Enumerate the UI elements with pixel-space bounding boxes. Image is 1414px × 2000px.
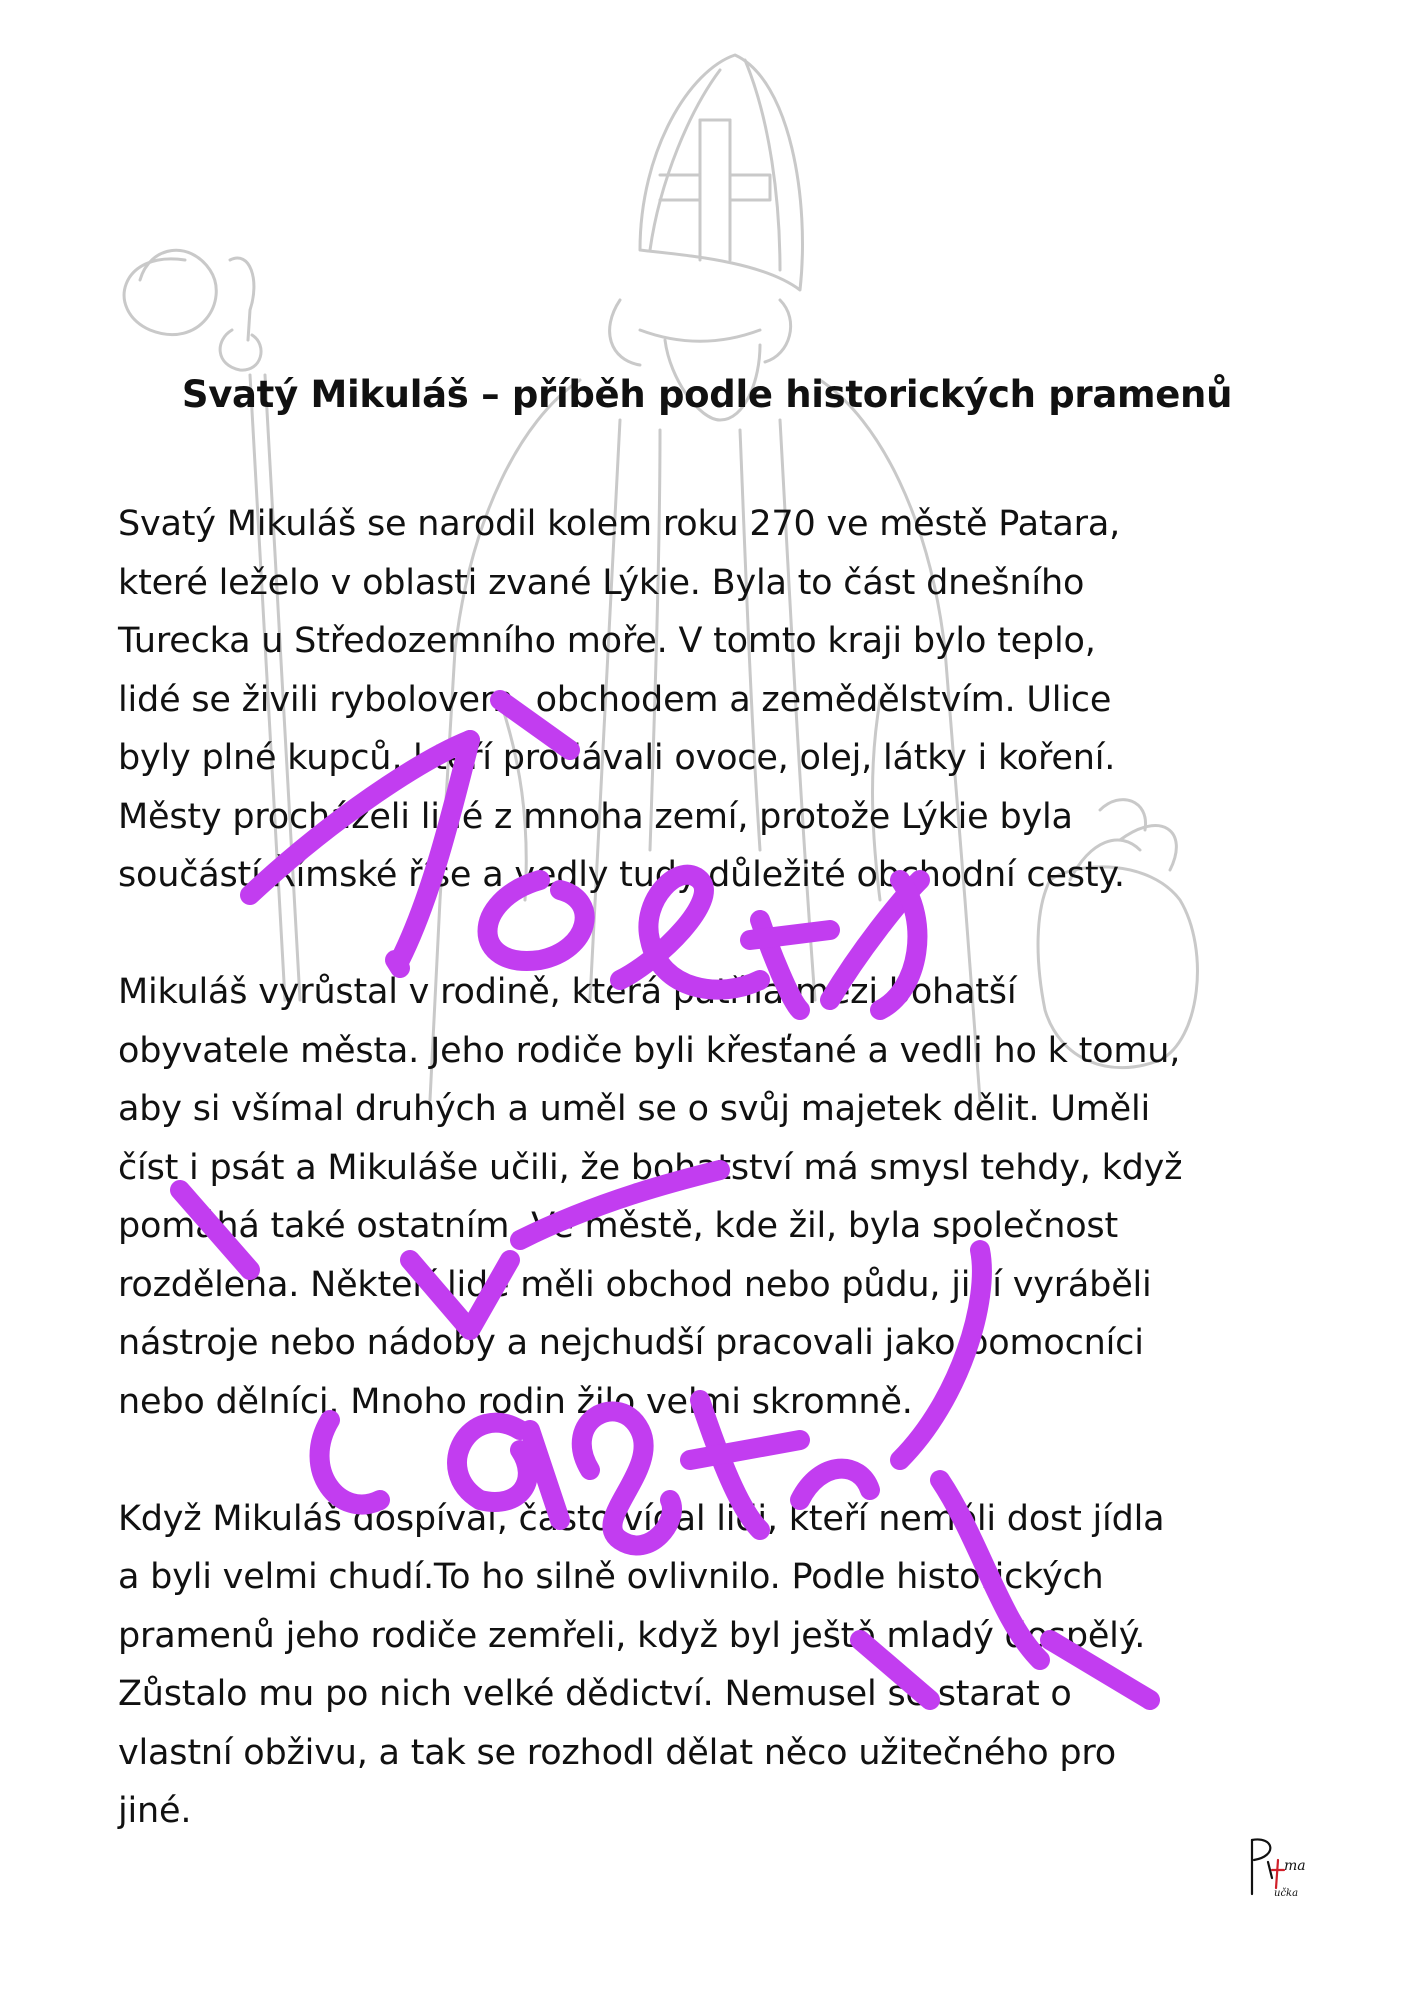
paragraph-1 xyxy=(118,495,1338,905)
text-line: a byli velmi chudí.To ho silně ovlivnilo. Podle historických xyxy=(118,1557,1104,1597)
text-line: Zůstalo mu po nich velké dědictví. Nemusel se starat o xyxy=(118,1674,1072,1714)
text-line: aby si všímal druhých a uměl se o svůj majetek dělit. Uměli xyxy=(118,1089,1151,1129)
text-line: obyvatele města. Jeho rodiče byli křesťané a vedli ho k tomu, xyxy=(118,1030,1181,1071)
document-body xyxy=(118,495,1338,1899)
text-line: nástroje nebo nádoby a nejchudší pracovali jako pomocníci xyxy=(118,1323,1144,1363)
document-title: Svatý Mikuláš – příběh podle historických pramenů xyxy=(181,373,1233,416)
svg-text:ma: ma xyxy=(1284,1858,1306,1874)
prima-ucka-logo-icon xyxy=(1240,1830,1340,1910)
text-line: součástí Římské říše a vedly tudy důležité obchodní cesty. xyxy=(118,855,1125,895)
svg-text:učka: učka xyxy=(1274,1888,1299,1899)
text-line: pomáhá také ostatním. Ve městě, kde žil, byla společnost xyxy=(118,1206,1118,1246)
text-line: Když Mikuláš dospíval, často vídal lidi, kteří neměli dost jídla xyxy=(118,1498,1165,1539)
text-line: nebo dělníci. Mnoho rodin žilo velmi skromně. xyxy=(118,1381,913,1422)
text-line: číst i psát a Mikuláše učili, že bohatství má smysl tehdy, když xyxy=(118,1147,1183,1188)
text-line: které leželo v oblasti zvané Lýkie. Byla to část dnešního xyxy=(118,562,1085,603)
paragraph-3 xyxy=(118,1490,1338,1841)
text-line: Turecka u Středozemního moře. V tomto kraji bylo teplo, xyxy=(118,621,1096,661)
text-line: lidé se živili rybolovem, obchodem a zemědělstvím. Ulice xyxy=(118,679,1112,720)
text-line: Městy procházeli lidé z mnoha zemí, protože Lýkie byla xyxy=(118,796,1073,837)
text-line: Svatý Mikuláš se narodil kolem roku 270 ve městě Patara, xyxy=(118,504,1121,544)
paragraph-2 xyxy=(118,963,1338,1431)
text-line: vlastní obživu, a tak se rozhodl dělat něco užitečného pro xyxy=(118,1732,1116,1773)
text-line: jiné. xyxy=(118,1791,192,1831)
text-line: rozdělena. Někteří lidé měli obchod nebo půdu, jiní vyráběli xyxy=(118,1264,1152,1305)
text-line: byly plné kupců, kteří prodávali ovoce, olej, látky i koření. xyxy=(118,738,1116,778)
text-line: Mikuláš vyrůstal v rodině, která patřila mezi bohatší xyxy=(118,972,1017,1012)
text-line: pramenů jeho rodiče zemřeli, když byl ještě mladý dospělý. xyxy=(118,1615,1146,1656)
